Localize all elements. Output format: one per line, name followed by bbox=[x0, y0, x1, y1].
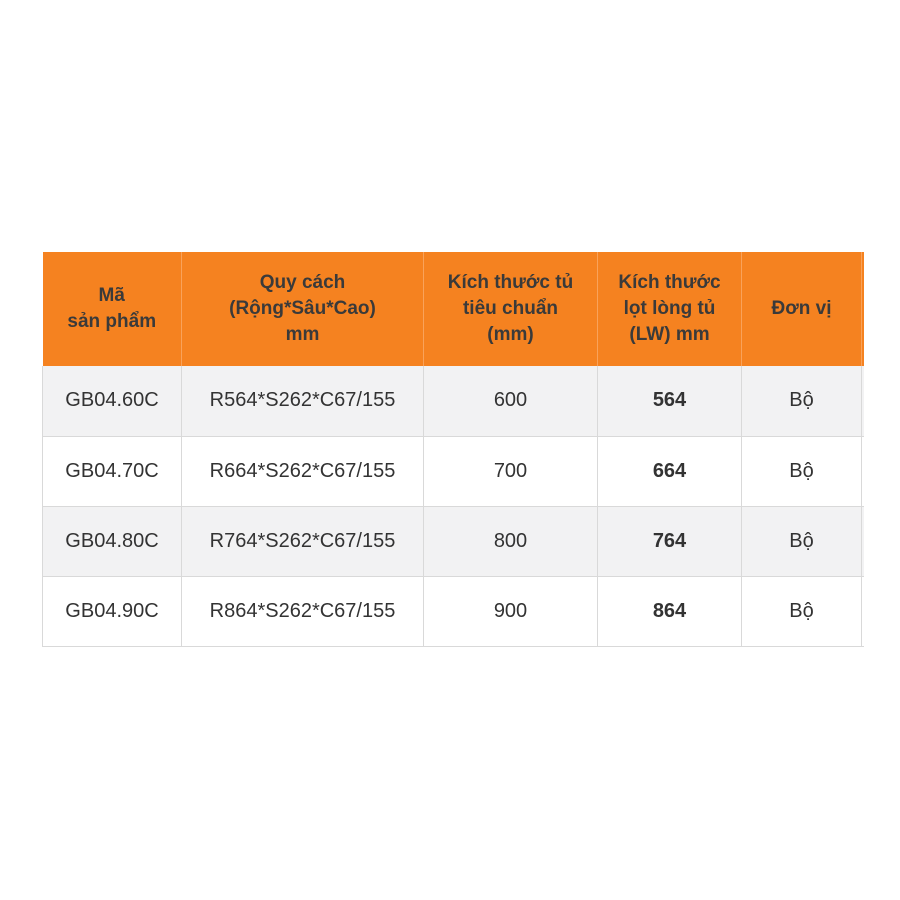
cell-specification: R664*S262*C67/155 bbox=[182, 436, 424, 506]
header-line: Kích thước tủ bbox=[447, 272, 574, 293]
header-line: (mm) bbox=[487, 324, 534, 345]
header-line: Mã bbox=[98, 285, 125, 306]
header-product-code bbox=[43, 252, 182, 366]
cell-extra bbox=[862, 506, 865, 576]
table-row bbox=[43, 366, 865, 436]
cell-standard-size: 700 bbox=[424, 436, 598, 506]
header-extra-column bbox=[862, 252, 865, 366]
spec-table-container bbox=[42, 252, 864, 647]
cell-product-code: GB04.60C bbox=[43, 366, 182, 436]
cell-inner-width: 764 bbox=[598, 506, 742, 576]
cell-extra bbox=[862, 576, 865, 646]
cell-standard-size: 600 bbox=[424, 366, 598, 436]
cell-specification: R764*S262*C67/155 bbox=[182, 506, 424, 576]
header-line: (Rộng*Sâu*Cao) bbox=[229, 298, 376, 319]
cell-unit: Bộ bbox=[742, 436, 862, 506]
header-unit bbox=[742, 252, 862, 366]
cell-inner-width: 664 bbox=[598, 436, 742, 506]
cell-inner-width: 564 bbox=[598, 366, 742, 436]
cell-extra bbox=[862, 366, 865, 436]
cell-product-code: GB04.90C bbox=[43, 576, 182, 646]
header-line: mm bbox=[285, 324, 320, 345]
header-line: Kích thước bbox=[618, 272, 721, 293]
table-row bbox=[43, 506, 865, 576]
header-row bbox=[43, 252, 865, 366]
header-inner-width bbox=[598, 252, 742, 366]
header-line: Đơn vị bbox=[771, 298, 832, 319]
cell-unit: Bộ bbox=[742, 576, 862, 646]
header-line: (LW) mm bbox=[629, 324, 710, 345]
cell-extra bbox=[862, 436, 865, 506]
header-standard-cabinet-size bbox=[424, 252, 598, 366]
cell-specification: R864*S262*C67/155 bbox=[182, 576, 424, 646]
header-line: tiêu chuẩn bbox=[462, 298, 558, 319]
cell-standard-size: 800 bbox=[424, 506, 598, 576]
header-specification bbox=[182, 252, 424, 366]
spec-table bbox=[42, 252, 864, 647]
table-row bbox=[43, 576, 865, 646]
cell-unit: Bộ bbox=[742, 366, 862, 436]
header-line: sản phẩm bbox=[67, 311, 157, 332]
header-line: Quy cách bbox=[259, 272, 346, 293]
cell-specification: R564*S262*C67/155 bbox=[182, 366, 424, 436]
cell-product-code: GB04.70C bbox=[43, 436, 182, 506]
table-row bbox=[43, 436, 865, 506]
cell-standard-size: 900 bbox=[424, 576, 598, 646]
cell-inner-width: 864 bbox=[598, 576, 742, 646]
cell-product-code: GB04.80C bbox=[43, 506, 182, 576]
cell-unit: Bộ bbox=[742, 506, 862, 576]
header-line: lọt lòng tủ bbox=[623, 298, 716, 319]
